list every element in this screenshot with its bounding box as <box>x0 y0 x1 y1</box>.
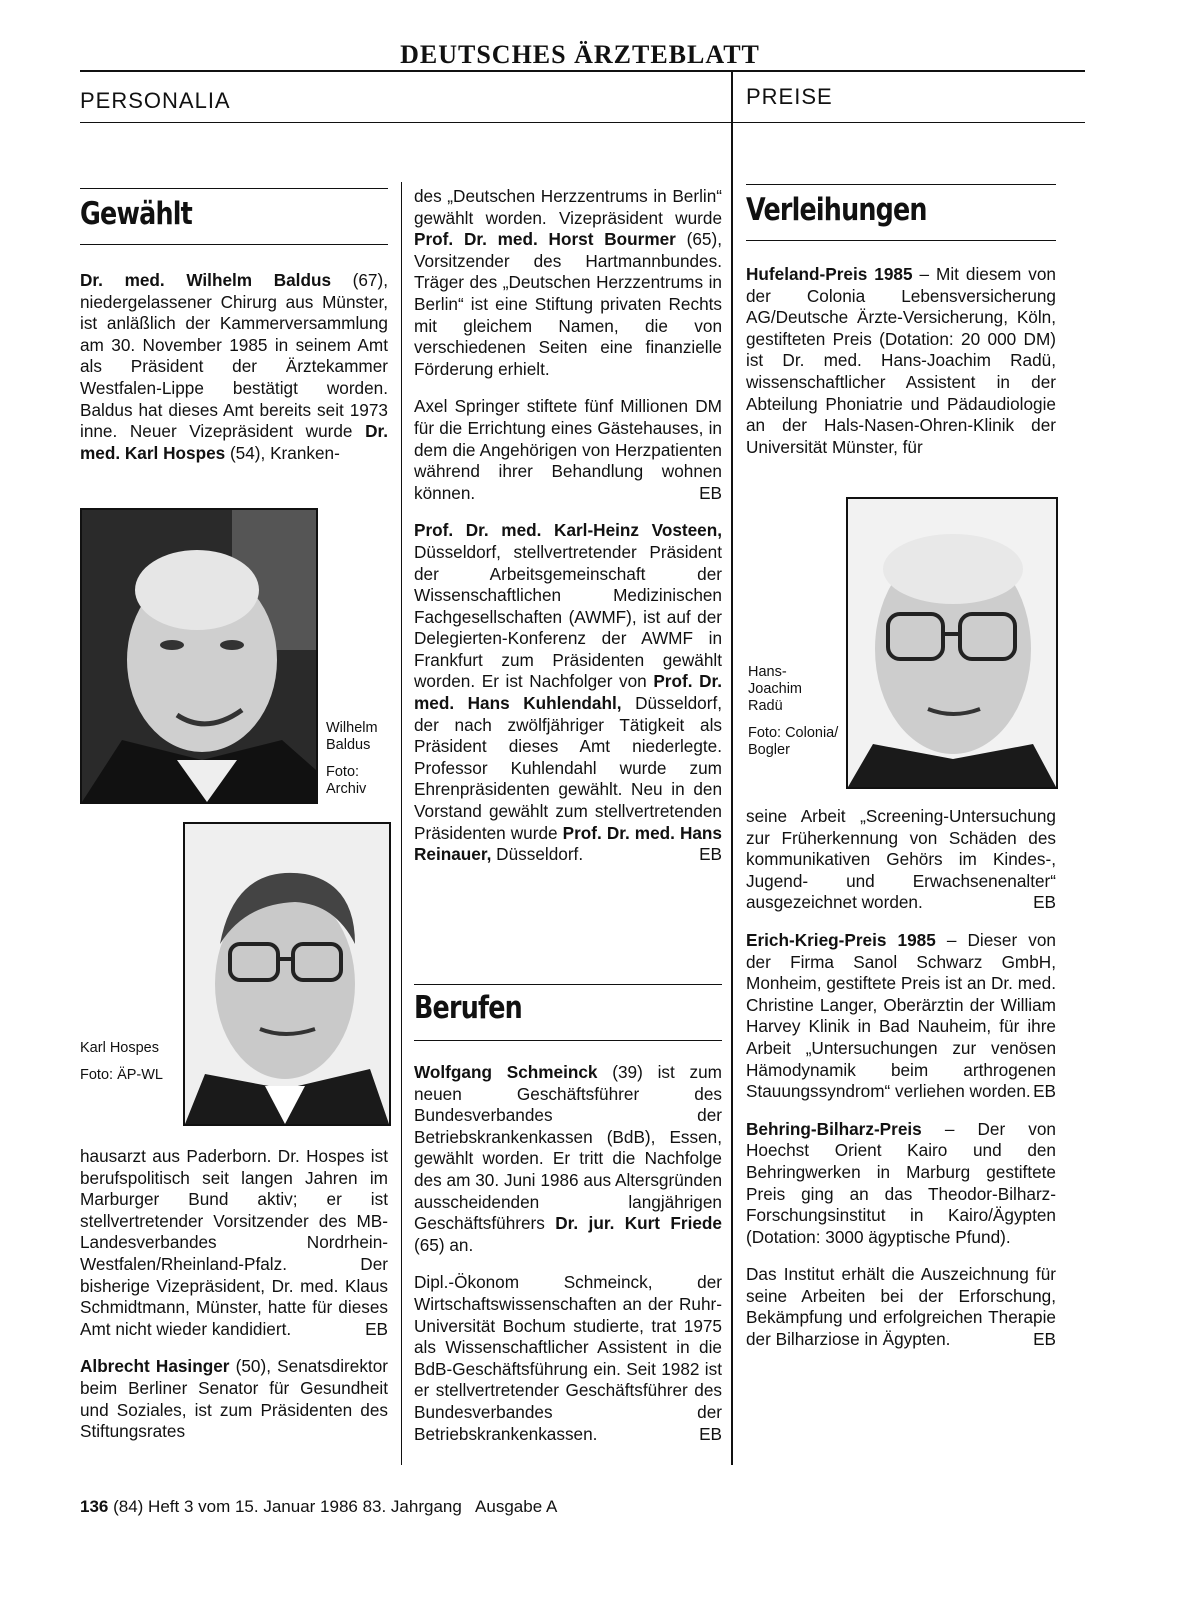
text: (65), Vorsitzender des Hartmannbundes. Träger des „Deutschen Herzzentrums in Berlin“ ist eine Stiftung privaten Rechts mit gleichem Namen, die von verschiedenen Seiten eine finanzielle Förderung erhielt. <box>414 229 722 379</box>
text: (67), niedergelassener Chirurg aus Münster, ist anläßlich der Kammerversammlung am 30. November 1985 in seinem Amt als Präsident der Ärztekammer Westfalen-Lippe bestätigt worden. Baldus hat dieses Amt bereits seit 1973 inne. Neuer Vizepräsident wurde <box>80 270 388 442</box>
text: seine Arbeit „Screening-Untersuchung zur Früherkennung von Schäden des kommunikativen Gehörs im Kindes-, Jugend- und Erwachsenenalter“ ausgezeichnet worden. <box>746 806 1056 913</box>
name-hospes: Dr. med. Karl Hospes <box>80 421 388 463</box>
page-footer <box>80 1497 557 1517</box>
masthead-rule <box>80 70 1085 72</box>
paragraph-springer <box>414 396 722 504</box>
text: Düsseldorf, stellvertretender Präsident der Arbeitsgemeinschaft der Wissenschaftlichen Medizinischen Fachgesellschaften (AWMF), ist auf der Delegierten-Konferenz der AWMF in Frankfurt zum Präsidenten gewählt worden. Er ist Nachfolger von <box>414 541 722 692</box>
col1-continued <box>80 1146 388 1459</box>
prize-erich-krieg: Erich-Krieg-Preis 1985 <box>746 929 936 950</box>
col2-top <box>414 186 722 882</box>
photo-hans-joachim-radue <box>846 497 1058 789</box>
paragraph-erich-krieg <box>746 930 1056 1103</box>
text: Dipl.-Ökonom Schmeinck, der Wirtschaftswissenschaften an der Ruhr-Universität Bochum studierte, trat 1975 als Wissenschaftlicher Assistent in die BdB-Geschäftsführung ein. Seit 1982 ist er stellvertretender Geschäftsführer des Bundesverbandes der Betriebskrankenkassen. <box>414 1272 722 1444</box>
eb-sign: EB <box>1033 892 1056 913</box>
prize-behring-bilharz: Behring-Bilharz-Preis <box>746 1118 922 1139</box>
caption-credit: Foto: Colonia/ Bogler <box>748 725 839 758</box>
vertical-divider <box>731 70 733 1465</box>
paragraph-hospes <box>80 1146 388 1340</box>
name-friede: Dr. jur. Kurt Friede <box>555 1213 722 1234</box>
paragraph-behring-bilharz <box>746 1119 1056 1249</box>
text: – Der von Hoechst Orient Kairo und den Behringwerken in Marburg gestiftete Preis ging an das Theodor-Bilharz-Forschungsinstitut in Kairo/Ägypten (Dotation: 3000 ägyptische Pfund). <box>746 1118 1056 1247</box>
heading-gewaehlt: Gewählt <box>80 196 192 232</box>
text: Axel Springer stiftete fünf Millionen DM für die Errichtung eines Gästehauses, in dem die Angehörigen von Herzpatienten während ihrer Behandlung wohnen können. <box>414 396 722 503</box>
col1-intro <box>80 270 388 480</box>
gewaehlt-bottom-rule <box>80 244 388 245</box>
paragraph-schmeinck-career <box>414 1272 722 1445</box>
name-schmeinck: Wolfgang Schmeinck <box>414 1062 598 1082</box>
eb-sign: EB <box>699 482 722 503</box>
berufen-top-rule <box>414 984 722 985</box>
paragraph-schmeinck <box>414 1062 722 1256</box>
caption-radue <box>748 664 840 769</box>
text: Düsseldorf, der nach zwölfjähriger Tätigkeit als Präsident dieses Amt niederlegte. Professor Kuhlendahl wurde zum Ehrenpräsidenten gewählt. Neu in den Vorstand gewählt zum stellvertretenden Präsidenten wurde <box>414 693 722 843</box>
paragraph-hufeland <box>746 264 1056 458</box>
masthead: DEUTSCHES ÄRZTEBLATT <box>400 40 760 69</box>
paragraph-hasinger <box>80 1356 388 1442</box>
caption-hospes <box>80 1040 175 1094</box>
eb-sign: EB <box>1033 1329 1056 1350</box>
text: (50), Senatsdirektor beim Berliner Senator für Gesundheit und Soziales, ist zum Präsidenten des Stiftungsrates <box>80 1356 388 1442</box>
text: (65) an. <box>414 1234 474 1255</box>
text: Das Institut erhält die Auszeichnung für seine Arbeiten bei der Erforschung, Bekämpfung und erfolgreichen Therapie der Bilharziose in Ägypten. <box>746 1264 1056 1350</box>
col3-bottom <box>746 806 1056 1367</box>
caption-baldus <box>326 720 392 808</box>
caption-credit: Foto: Archiv <box>326 764 367 797</box>
heading-berufen: Berufen <box>414 990 522 1026</box>
name-kuhlendahl: Prof. Dr. med. Hans Kuhlendahl, <box>414 671 722 714</box>
paragraph-institut <box>746 1264 1056 1350</box>
text: hausarzt aus Paderborn. Dr. Hospes ist berufspolitisch seit langen Jahren im Marburger Bund aktiv; er ist stellvertretender Vorsitzender des MB-Landesverbandes Nordrhein-Westfalen/Rheinland-Pfalz. Der bisherige Vizepräsident, Dr. med. Klaus Schmidtmann, Münster, hatte für dieses Amt nicht wieder kandidiert. <box>80 1146 388 1339</box>
photo-karl-hospes <box>183 822 391 1126</box>
eb-sign: EB <box>699 844 722 865</box>
heading-verleihungen: Verleihungen <box>746 192 927 228</box>
name-reinauer: Prof. Dr. med. Hans Reinauer, <box>414 822 722 865</box>
text: (39) ist zum neuen Geschäftsführer des Bundesverbandes der Betriebskrankenkassen (BdB), Essen, gewählt worden. Er tritt die Nachfolge des am 30. Juni 1986 aus Altersgründen ausscheidenden langjährigen Geschäftsführers <box>414 1062 722 1234</box>
name-bourmer: Prof. Dr. med. Horst Bourmer <box>414 229 676 250</box>
paragraph-screening <box>746 806 1056 914</box>
caption-credit: Foto: ÄP-WL <box>80 1067 163 1083</box>
portrait-baldus <box>82 510 316 802</box>
issue-info: (84) Heft 3 vom 15. Januar 1986 83. Jahrgang Ausgabe A <box>108 1497 558 1516</box>
column-divider <box>401 182 402 1465</box>
page-number: 136 <box>80 1497 109 1516</box>
text: (54), Kranken- <box>225 442 340 463</box>
caption-name: Wilhelm Baldus <box>326 720 378 753</box>
name-baldus: Dr. med. Wilhelm Baldus <box>80 270 331 290</box>
caption-name: Karl Hospes <box>80 1040 159 1056</box>
prize-hufeland: Hufeland-Preis 1985 <box>746 264 913 284</box>
portrait-hospes <box>185 824 389 1124</box>
col2-bottom <box>414 1062 722 1461</box>
section-personalia: PERSONALIA <box>80 88 231 113</box>
eb-sign: EB <box>1033 1081 1056 1102</box>
photo-wilhelm-baldus <box>80 508 318 804</box>
text: Düsseldorf. <box>491 844 584 865</box>
section-preise: PREISE <box>746 84 833 109</box>
text: – Dieser von der Firma Sanol Schwarz GmbH, Monheim, gestiftete Preis ist an Dr. med. Christine Langer, Oberärztin der William Harvey Klinik in Bad Nauheim, für ihre Arbeit „Untersuchungen zur venösen Hämodynamik beim arthrogenen Stauungssyndrom“ verliehen worden. <box>746 929 1056 1102</box>
text: des „Deutschen Herzzentrums in Berlin“ gewählt worden. Vizepräsident wurde <box>414 186 722 228</box>
verleihungen-bottom-rule <box>746 240 1056 241</box>
gewaehlt-top-rule <box>80 188 388 189</box>
header-bottom-rule <box>80 122 1085 123</box>
paragraph-baldus <box>80 270 388 464</box>
name-hasinger: Albrecht Hasinger <box>80 1356 230 1377</box>
paragraph-herzzentrum <box>414 186 722 380</box>
text: – Mit diesem von der Colonia Lebensversicherung AG/Deutsche Ärzte-Versicherung, Köln, gestifteten Preis (Dotation: 20 000 DM) ist Dr. med. Hans-Joachim Radü, wissenschaftlicher Assistent in der Abteilung Phoniatrie und Pädaudiologie an der Hals-Nasen-Ohren-Klinik der Universität Münster, für <box>746 264 1056 457</box>
eb-sign: EB <box>699 1423 722 1444</box>
name-vosteen: Prof. Dr. med. Karl-Heinz Vosteen, <box>414 520 722 541</box>
eb-sign: EB <box>365 1318 388 1339</box>
paragraph-vosteen <box>414 520 722 866</box>
berufen-bottom-rule <box>414 1040 722 1041</box>
caption-name: Hans-Joachim Radü <box>748 664 802 714</box>
portrait-radue <box>848 499 1056 787</box>
verleihungen-top-rule <box>746 184 1056 185</box>
col3-top <box>746 264 1056 474</box>
